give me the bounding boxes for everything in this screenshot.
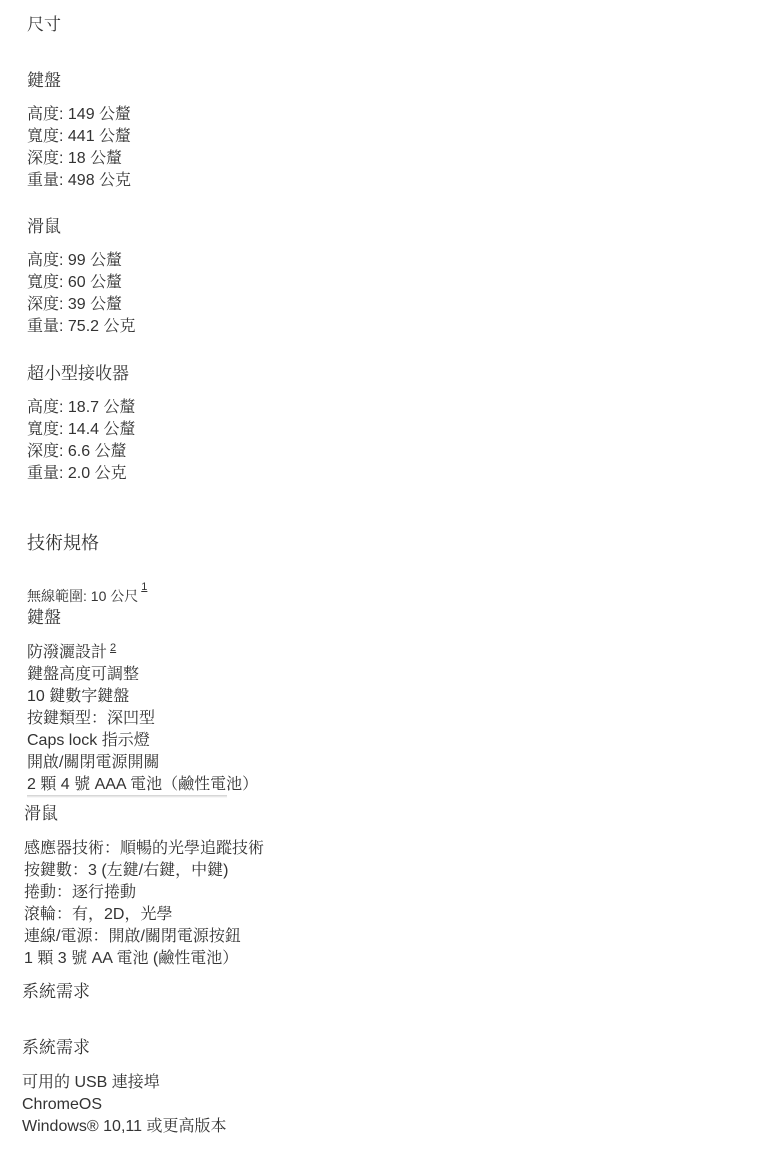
receiver-depth: 深度: 6.6 公釐: [27, 443, 127, 460]
receiver-dimensions: [27, 363, 129, 385]
mouse-specs-list: [24, 838, 264, 970]
receiver-weight: 重量: 2.0 公克: [27, 465, 127, 482]
system-requirements-section: [22, 981, 90, 1003]
system-requirements-subheading: 系統需求: [22, 1038, 90, 1057]
keyboard-specs-list: [27, 642, 727, 796]
keyboard-spec-item: 鍵盤高度可調整: [27, 666, 140, 683]
system-requirements-subsection: [22, 1037, 90, 1059]
keyboard-spill-resistant: 防潑灑設計 $^2$: [27, 642, 117, 661]
keyboard-spec-item: 2 顆 4 號 AAA 電池（鹼性電池）: [27, 776, 259, 793]
mouse-specs: [24, 803, 58, 825]
receiver-height: 高度: 18.7 公釐: [27, 399, 136, 416]
tech-specs-section: [27, 531, 99, 555]
tech-specs-title: 技術規格: [27, 533, 99, 553]
receiver-dimensions-list: [27, 397, 135, 485]
mouse-height: 高度: 99 公釐: [27, 252, 123, 269]
dimensions-title: 尺寸: [27, 15, 61, 34]
mouse-dimensions-heading: 滑鼠: [27, 217, 61, 236]
system-requirements-title: 系統需求: [22, 982, 90, 1001]
mouse-specs-heading: 滑鼠: [24, 804, 58, 823]
wireless-range-text: 無線範圍: 10 公尺: [27, 588, 139, 604]
keyboard-spec-item: 按鍵類型：深凹型: [27, 710, 156, 727]
requirement-item: ChromeOS: [22, 1096, 103, 1113]
mouse-depth: 深度: 39 公釐: [27, 296, 123, 313]
keyboard-spec-item: Caps lock 指示燈: [27, 732, 150, 749]
keyboard-dimensions-list: [27, 104, 131, 192]
footnote-link-2[interactable]: 2: [110, 642, 117, 654]
keyboard-depth: 深度: 18 公釐: [27, 150, 123, 167]
receiver-width: 寬度: 14.4 公釐: [27, 421, 136, 438]
keyboard-weight: 重量: 498 公克: [27, 172, 132, 189]
keyboard-spec-item: 10 鍵數字鍵盤: [27, 688, 130, 705]
system-requirements-list: [22, 1072, 226, 1138]
mouse-spec-item: 感應器技術：順暢的光學追蹤技術: [24, 840, 265, 857]
requirement-item: 可用的 USB 連接埠: [22, 1074, 160, 1091]
keyboard-dimensions: [27, 70, 61, 92]
overflow-fade: [27, 795, 227, 798]
keyboard-specs: [27, 607, 61, 629]
dimensions-section: [27, 14, 61, 36]
mouse-dimensions: [27, 216, 61, 238]
mouse-spec-item: 連線/電源：開啟/關閉電源按鈕: [24, 928, 241, 945]
mouse-spec-item: 捲動：逐行捲動: [24, 884, 137, 901]
mouse-spec-item: 滾輪：有，2D，光學: [24, 906, 173, 923]
mouse-width: 寬度: 60 公釐: [27, 274, 123, 291]
footnote-link-1[interactable]: 1: [141, 581, 148, 593]
mouse-spec-item: 按鍵數：3 (左鍵/右鍵，中鍵): [24, 862, 229, 879]
mouse-spec-item: 1 顆 3 號 AA 電池 (鹼性電池）: [24, 950, 239, 967]
keyboard-specs-heading: 鍵盤: [27, 608, 61, 627]
keyboard-spec-item: 開啟/關閉電源開關: [27, 754, 160, 771]
receiver-dimensions-heading: 超小型接收器: [27, 364, 129, 383]
keyboard-height: 高度: 149 公釐: [27, 106, 132, 123]
keyboard-width: 寬度: 441 公釐: [27, 128, 132, 145]
mouse-weight: 重量: 75.2 公克: [27, 318, 136, 335]
keyboard-dimensions-heading: 鍵盤: [27, 71, 61, 90]
mouse-dimensions-list: [27, 250, 135, 338]
wireless-range: [27, 581, 148, 606]
requirement-item: Windows® 10,11 或更高版本: [22, 1118, 227, 1135]
